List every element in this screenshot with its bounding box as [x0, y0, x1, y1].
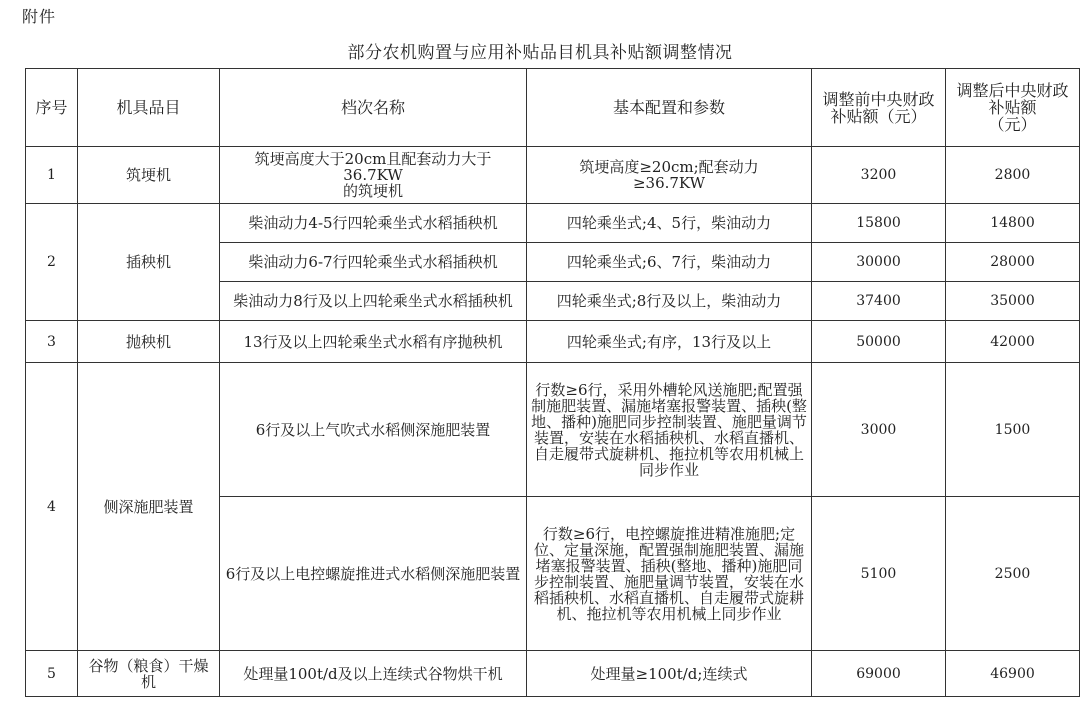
- table-row: [26, 204, 1080, 243]
- row-grade: 柴油动力8行及以上四轮乘坐式水稻插秧机: [220, 282, 527, 321]
- document-title: 部分农机购置与应用补贴品目机具补贴额调整情况: [347, 43, 733, 63]
- row-grade: 13行及以上四轮乘坐式水稻有序抛秧机: [220, 321, 527, 363]
- header-grade: 档次名称: [220, 69, 527, 147]
- row-category: 筑埂机: [78, 147, 220, 204]
- row-subsidy-before: 3200: [812, 147, 946, 204]
- row-subsidy-after: 28000: [946, 243, 1080, 282]
- header-subsidy-after: 调整后中央财政 补贴额 （元）: [946, 69, 1080, 147]
- row-grade: 处理量100t/d及以上连续式谷物烘干机: [220, 651, 527, 697]
- row-subsidy-before: 5100: [812, 497, 946, 651]
- row-category: 抛秧机: [78, 321, 220, 363]
- header-row: [26, 69, 1080, 147]
- row-config: 四轮乘坐式;8行及以上，柴油动力: [527, 282, 812, 321]
- row-index: 2: [26, 204, 78, 321]
- row-config: 四轮乘坐式;有序，13行及以上: [527, 321, 812, 363]
- table-row: [26, 651, 1080, 697]
- table-row: [26, 321, 1080, 363]
- row-grade: 6行及以上电控螺旋推进式水稻侧深施肥装置: [220, 497, 527, 651]
- row-grade: 柴油动力6-7行四轮乘坐式水稻插秧机: [220, 243, 527, 282]
- row-subsidy-before: 50000: [812, 321, 946, 363]
- subsidy-table: [25, 68, 1080, 697]
- table-row: [26, 147, 1080, 204]
- row-category: 插秧机: [78, 204, 220, 321]
- row-subsidy-after: 2800: [946, 147, 1080, 204]
- row-grade: 筑埂高度大于20cm且配套动力大于36.7KW 的筑埂机: [220, 147, 527, 204]
- row-index: 3: [26, 321, 78, 363]
- row-config: 四轮乘坐式;6、7行，柴油动力: [527, 243, 812, 282]
- row-subsidy-before: 15800: [812, 204, 946, 243]
- row-subsidy-after: 2500: [946, 497, 1080, 651]
- row-config: 行数≥6行，电控螺旋推进精准施肥;定位、定量深施，配置强制施肥装置、漏施堵塞报警装置、插秧(整地、播种)施肥同步控制装置、施肥量调节装置，安装在水稻插秧机、水稻直播机、自走履带式旋耕机、拖拉机等农用机械上同步作业: [527, 497, 812, 651]
- row-category: 侧深施肥装置: [78, 363, 220, 651]
- row-config: 处理量≥100t/d;连续式: [527, 651, 812, 697]
- row-index: 1: [26, 147, 78, 204]
- header-category: 机具品目: [78, 69, 220, 147]
- row-category: 谷物（粮食）干燥机: [78, 651, 220, 697]
- row-config: 筑埂高度≥20cm;配套动力 ≥36.7KW: [527, 147, 812, 204]
- table-row: [26, 363, 1080, 497]
- row-subsidy-after: 42000: [946, 321, 1080, 363]
- row-subsidy-after: 14800: [946, 204, 1080, 243]
- row-grade: 6行及以上气吹式水稻侧深施肥装置: [220, 363, 527, 497]
- row-subsidy-after: 1500: [946, 363, 1080, 497]
- row-grade: 柴油动力4-5行四轮乘坐式水稻插秧机: [220, 204, 527, 243]
- row-subsidy-before: 69000: [812, 651, 946, 697]
- row-config: 四轮乘坐式;4、5行，柴油动力: [527, 204, 812, 243]
- row-config: 行数≥6行，采用外槽轮风送施肥;配置强制施肥装置、漏施堵塞报警装置、插秧(整地、播种)施肥同步控制装置、施肥量调节装置，安装在水稻插秧机、水稻直播机、自走履带式旋耕机、拖拉机等农用机械上同步作业: [527, 363, 812, 497]
- row-subsidy-before: 30000: [812, 243, 946, 282]
- row-index: 4: [26, 363, 78, 651]
- row-index: 5: [26, 651, 78, 697]
- header-index: 序号: [26, 69, 78, 147]
- header-subsidy-before: 调整前中央财政 补贴额（元）: [812, 69, 946, 147]
- row-subsidy-before: 3000: [812, 363, 946, 497]
- row-subsidy-after: 35000: [946, 282, 1080, 321]
- row-subsidy-after: 46900: [946, 651, 1080, 697]
- appendix-label: 附件: [22, 7, 57, 26]
- header-config: 基本配置和参数: [527, 69, 812, 147]
- row-subsidy-before: 37400: [812, 282, 946, 321]
